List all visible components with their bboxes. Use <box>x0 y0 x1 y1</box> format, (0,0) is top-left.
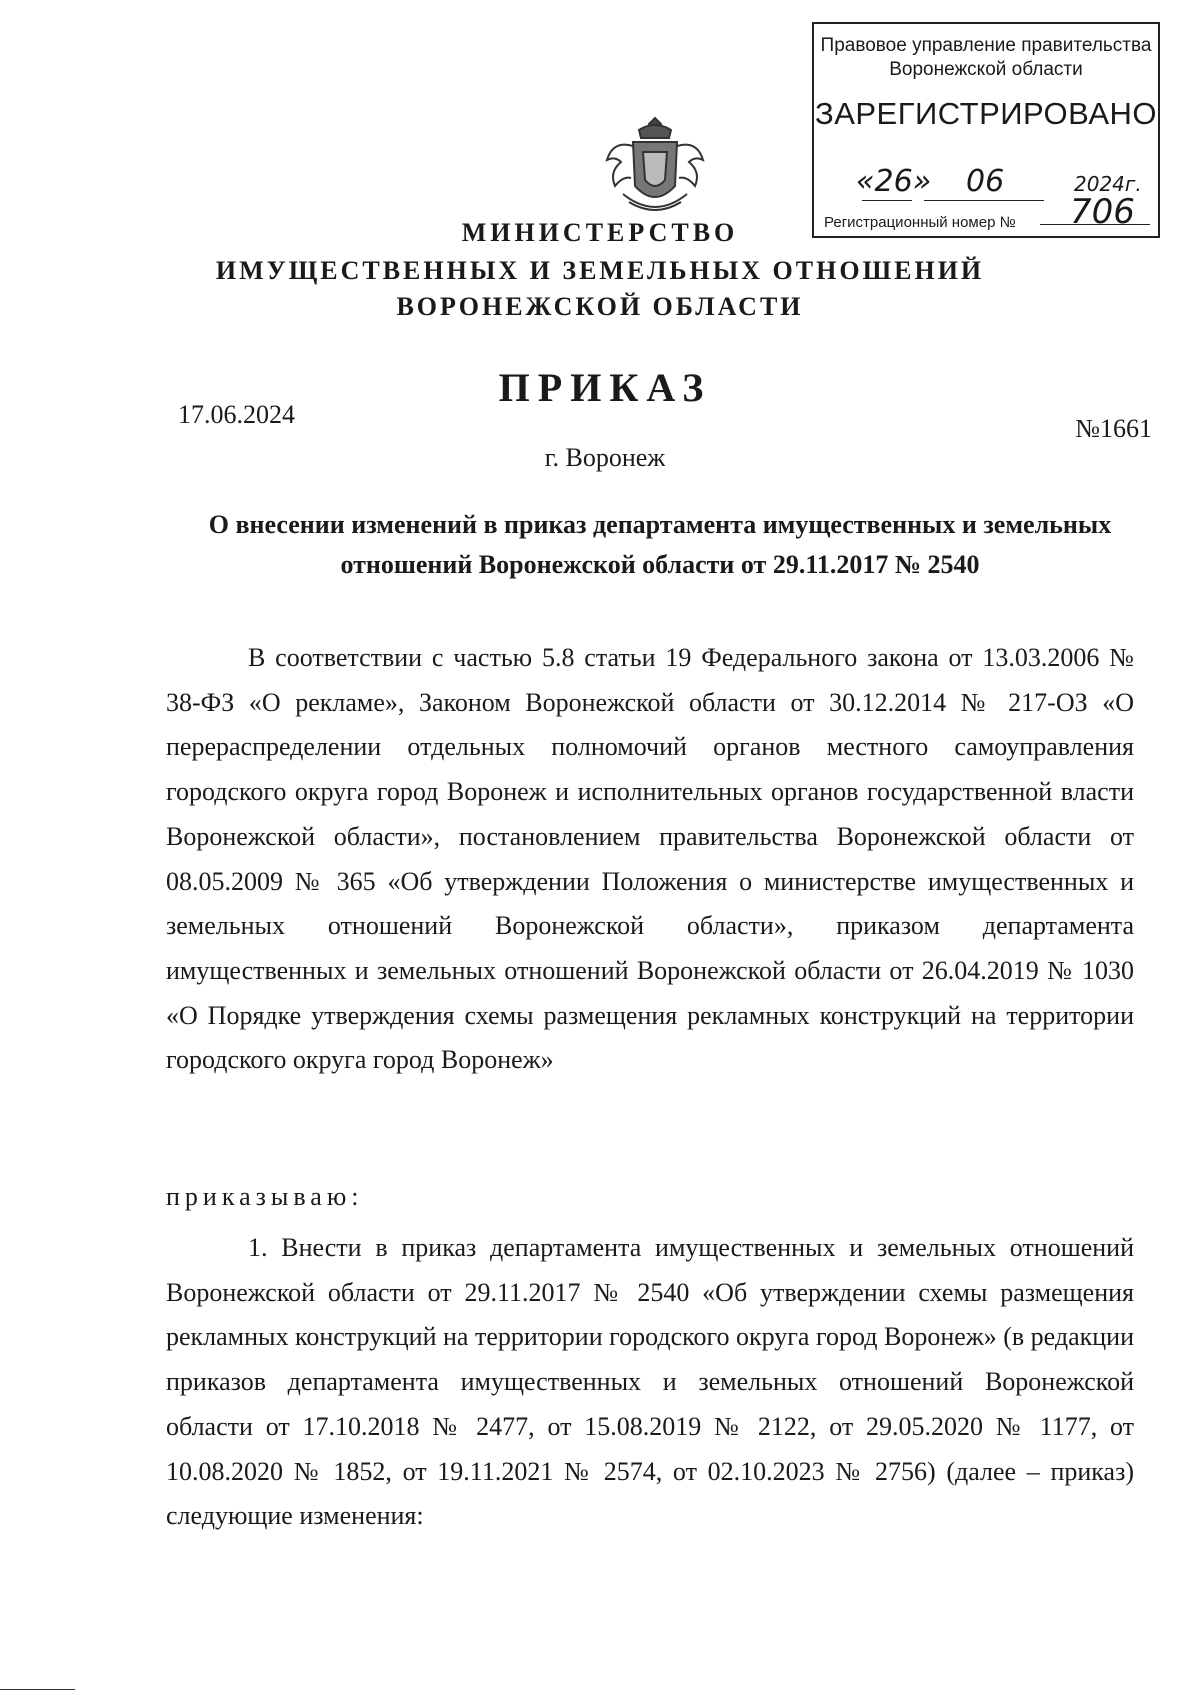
stamp-org-line2: Воронежской области <box>889 59 1083 80</box>
document-title: О внесении изменений в приказ департамента имущественных и земельных отношений Воронежской области от 29.11.2017 № 2540 <box>208 510 1112 579</box>
stamp-day: «26» <box>856 164 932 199</box>
preamble-paragraph: В соответствии с частью 5.8 статьи 19 Федерального закона от 13.03.2006 № 38-ФЗ «О рекламе», Законом Воронежской области от 30.12.2014 № 217-ОЗ «О перераспределении отдельных полномочий органов местного самоуправления городского округа город Воронеж и исполнительных органов государственной власти Воронежской области», постановлением правительства Воронежской области от 08.05.2009 № 365 «Об утверждении Положения о министерстве имущественных и земельных отношений Воронежской области», приказом департамента имущественных и земельных отношений Воронежской области от 26.04.2019 № 1030 «О Порядке утверждения схемы размещения рекламных конструкций на территории городского округа город Воронеж» <box>166 643 1134 1075</box>
stamp-reg-number-label: Регистрационный номер № <box>824 214 1016 231</box>
stamp-organization <box>814 34 1158 82</box>
stamp-day-underline <box>862 200 912 201</box>
stamp-reg-number: 706 <box>1070 192 1135 232</box>
ministry-name-line3: ВОРОНЕЖСКОЙ ОБЛАСТИ <box>396 292 804 321</box>
order-word: приказываю: <box>166 1182 364 1211</box>
page-bottom-rule <box>0 1689 75 1690</box>
stamp-year: 2024г. <box>1074 172 1142 196</box>
stamp-org-line1: Правовое управление правительства <box>820 35 1152 56</box>
coat-of-arms-icon <box>599 116 711 222</box>
document-number: №1661 <box>1075 414 1152 443</box>
registration-stamp <box>812 22 1160 238</box>
stamp-month-underline <box>924 200 1044 201</box>
document-city: г. Воронеж <box>544 443 666 472</box>
stamp-month: 06 <box>966 164 1005 199</box>
document-date: 17.06.2024 <box>178 400 295 429</box>
item-1-paragraph: 1. Внести в приказ департамента имущественных и земельных отношений Воронежской области от 29.11.2017 № 2540 «Об утверждении схемы размещения рекламных конструкций на территории городского округа город Воронеж» (в редакции приказов департамента имущественных и земельных отношений Воронежской области от 17.10.2018 № 2477, от 15.08.2019 № 2122, от 29.05.2020 № 1177, от 10.08.2020 № 1852, от 19.11.2021 № 2574, от 02.10.2023 № 2756) (далее – приказ) следующие изменения: <box>166 1233 1135 1531</box>
ministry-name-line2: ИМУЩЕСТВЕННЫХ И ЗЕМЕЛЬНЫХ ОТНОШЕНИЙ <box>215 256 985 285</box>
ministry-name-line1: МИНИСТЕРСТВО <box>461 218 739 247</box>
stamp-registered-label: ЗАРЕГИСТРИРОВАНО <box>814 96 1157 131</box>
document-type: ПРИКАЗ <box>498 365 712 410</box>
